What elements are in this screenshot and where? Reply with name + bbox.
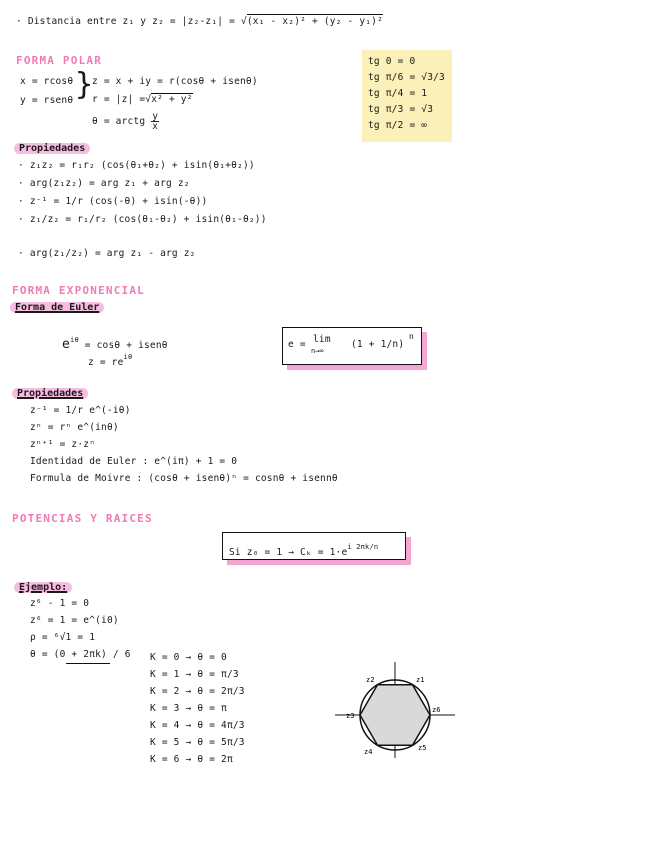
vertex-label-z1: z1 (416, 676, 425, 684)
box-e: e = (288, 339, 306, 350)
roots-box (222, 532, 406, 560)
tg-lhs: tg π/3 (368, 104, 404, 115)
k-list (150, 652, 245, 771)
ejemplo-line-2: ρ = ⁶√1 = 1 (30, 632, 96, 643)
polar-z: z = x + iy = r(cosθ + isenθ) (92, 76, 258, 87)
props1-item: · arg(z₁z₂) = arg z₁ + arg z₂ (18, 178, 190, 189)
vertex-label-z6: z6 (432, 706, 441, 714)
polar-r-label: r = |z| = (92, 94, 146, 105)
k-row-1: K = 1 → θ = π/3 (150, 669, 239, 680)
vertex-label-z3: z3 (346, 712, 355, 720)
box-exp: n (409, 332, 414, 341)
euler-limit-box (282, 327, 422, 365)
tg-sticky-note (362, 50, 452, 142)
sqrt-symbol: √ (240, 16, 247, 27)
equals-sign: = (403, 120, 422, 131)
props1-item: · z₁z₂ = r₁r₂ (cos(θ₁+θ₂) + isin(θ₁+θ₂)) (18, 160, 255, 171)
equals-sign: = (391, 56, 410, 67)
k-row-4: K = 4 → θ = 4π/3 (150, 720, 245, 731)
hexagon-roots-diagram (330, 660, 460, 760)
polar-theta (92, 112, 159, 131)
tg-row (368, 56, 445, 72)
props1-heading: Propiedades (14, 143, 90, 154)
tg-row (368, 120, 445, 136)
ejemplo-lines (30, 598, 131, 666)
ejemplo-line-0: z⁶ - 1 = 0 (30, 598, 90, 609)
polar-r (92, 94, 193, 105)
props2-heading: Propiedades (12, 388, 88, 399)
ejemplo-line-3: θ = (0 + 2πk) / 6 (30, 649, 131, 660)
props2-item-1: zⁿ = rⁿ e^(inθ) (30, 422, 119, 433)
tg-rhs: 1 (421, 88, 428, 99)
equals-sign: = (403, 104, 422, 115)
props1-item: · z₁/z₂ = r₁/r₂ (cos(θ₁-θ₂) + isin(θ₁-θ₂)) (18, 214, 267, 225)
vertex-label-z5: z5 (418, 744, 427, 752)
tg-rhs: √3/3 (421, 72, 445, 83)
tg-rhs: ∞ (421, 120, 428, 131)
props2-item-2: zⁿ⁺¹ = z·zⁿ (30, 439, 96, 450)
props1-item: · z⁻¹ = 1/r (cos(-θ) + isin(-θ)) (18, 196, 208, 207)
tg-lhs: tg π/6 (368, 72, 404, 83)
tg-table (368, 56, 445, 136)
brace: } (75, 67, 94, 102)
polar-y: y = rsenθ (20, 95, 74, 106)
tg-row (368, 72, 445, 88)
polar-heading: FORMA POLAR (16, 54, 103, 67)
tg-row (368, 88, 445, 104)
polar-theta-label: θ = arctg (92, 116, 146, 127)
euler-line1 (62, 336, 168, 352)
roots-box-exp: i 2πk/n (347, 543, 379, 551)
props2-item-4: Formula de Moivre : (cosθ + isenθ)ⁿ = cosnθ + isennθ (30, 473, 338, 484)
k-row-6: K = 6 → θ = 2π (150, 754, 233, 765)
box-body: (1 + 1/n) (351, 339, 405, 350)
polar-r-radicand: x² + y² (151, 94, 193, 105)
tg-lhs: tg 0 (368, 56, 392, 67)
props2-list (30, 405, 338, 490)
props2-item-3: Identidad de Euler : e^(iπ) + 1 = 0 (30, 456, 238, 467)
sqrt-symbol: √ (145, 94, 152, 105)
vertex-label-z2: z2 (366, 676, 375, 684)
euler-e: e (62, 337, 71, 352)
arctg-fraction (151, 112, 159, 131)
roots-box-text: Si z₀ = 1 → Cₖ = 1·e (229, 547, 348, 558)
euler-rest: = cosθ + isenθ (84, 340, 168, 351)
hexagon (360, 685, 430, 746)
props2-item-0: z⁻¹ = 1/r e^(-iθ) (30, 405, 131, 416)
k-row-2: K = 2 → θ = 2π/3 (150, 686, 245, 697)
euler-z-exp: iθ (123, 353, 133, 361)
distance-radicand: (x₁ - x₂)² + (y₂ - y₁)² (246, 16, 384, 27)
expo-heading: FORMA EXPONENCIAL (12, 284, 145, 297)
ejemplo-line-1: z⁶ = 1 = e^(i0) (30, 615, 119, 626)
props1-item: · arg(z₁/z₂) = arg z₁ - arg z₂ (18, 248, 196, 259)
euler-subheading: Forma de Euler (10, 302, 104, 313)
vertex-label-z4: z4 (364, 748, 373, 756)
arctg-den: x (152, 121, 159, 132)
distance-formula (16, 16, 383, 27)
potencias-heading: POTENCIAS Y RAICES (12, 512, 153, 525)
equals-sign: = (403, 88, 422, 99)
k-row-3: K = 3 → θ = π (150, 703, 227, 714)
box-lim: lim (313, 334, 331, 345)
distance-label: · Distancia entre z₁ y z₂ = |z₂-z₁| = (16, 16, 241, 27)
tg-row (368, 104, 445, 120)
euler-z: z = re (88, 357, 124, 368)
polar-x: x = rcosθ (20, 76, 74, 87)
ejemplo-heading: Ejemplo: (14, 582, 72, 593)
equals-sign: = (403, 72, 422, 83)
euler-exp: iθ (70, 336, 79, 344)
tg-lhs: tg π/2 (368, 120, 404, 131)
tg-rhs: √3 (421, 104, 434, 115)
k-row-0: K = 0 → θ = 0 (150, 652, 227, 663)
box-lim-sub: n→∞ (311, 347, 324, 355)
arctg-num: y (152, 111, 159, 122)
props1-list (18, 160, 267, 266)
tg-rhs: 0 (409, 56, 416, 67)
theta-underline (66, 663, 110, 664)
tg-lhs: tg π/4 (368, 88, 404, 99)
k-row-5: K = 5 → θ = 5π/3 (150, 737, 245, 748)
euler-line2 (88, 353, 132, 368)
